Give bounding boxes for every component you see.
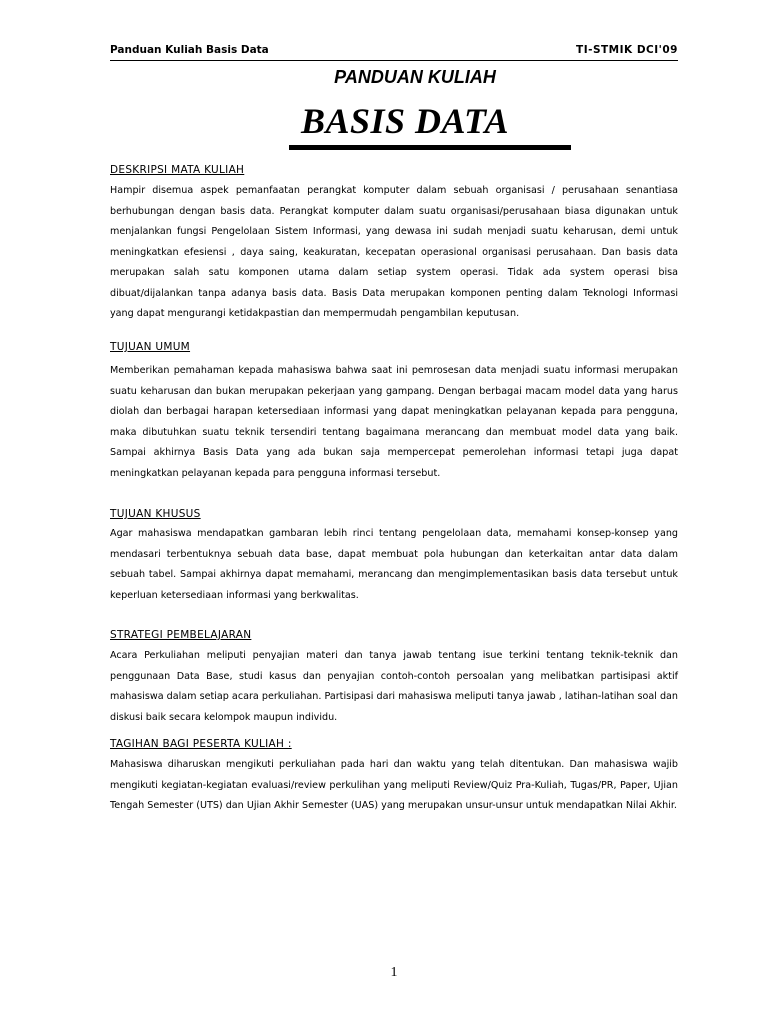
section-text-strategi: Acara Perkuliahan meliputi penyajian materi dan tanya jawab tentang isue terkini tentang teknik-teknik dan penggunaan Data Base, studi kasus dan penyajian contoh-contoh persoalan yang melibatkan partisipasi aktif mahasiswa dalam setiap acara perkuliahan. Partisipasi dari mahasiswa meliputi tanya jawab , latihan-latihan soal dan diskusi baik secara kelompok maupun individu. — [110, 650, 678, 723]
section-heading-strategi: STRATEGI PEMBELAJARAN — [110, 629, 252, 641]
section-text-deskripsi: Hampir disemua aspek pemanfaatan perangkat komputer dalam sebuah organisasi / perusahaan senantiasa berhubungan dengan basis data. Perangkat komputer dalam suatu organisasi/perusahaan biasa digunakan untuk menjalankan fungsi Pengelolaan Sistem Informasi, yang dewasa ini sudah menjadi suatu keharusan, demi untuk meningkatkan efesiensi , daya saing, keakuratan, kecepatan operasional organisasi perusahaan. Dan basis data merupakan salah satu komponen utama dalam setiap system operasi. Tidak ada system operasi bisa dibuat/dijalankan tanpa adanya basis data. Basis Data merupakan komponen penting dalam Teknologi Informasi yang dapat mengurangi ketidakpastian dan mempermudah pengambilan keputusan. — [110, 185, 678, 319]
document-subtitle: PANDUAN KULIAH — [334, 67, 496, 87]
section-heading-tujuan-umum: TUJUAN UMUM — [110, 341, 191, 353]
section-heading-tagihan: TAGIHAN BAGI PESERTA KULIAH : — [110, 738, 292, 750]
title-underline-bar — [289, 145, 571, 150]
document-title: BASIS DATA — [300, 101, 510, 141]
header-institution: TI-STMIK DCI'09 — [576, 44, 678, 56]
section-heading-tujuan-khusus: TUJUAN KHUSUS — [110, 508, 201, 520]
page-number: 1 — [390, 965, 398, 980]
section-heading-deskripsi: DESKRIPSI MATA KULIAH — [110, 164, 245, 176]
running-header — [110, 42, 678, 61]
section-text-tagihan: Mahasiswa diharuskan mengikuti perkuliahan pada hari dan waktu yang telah ditentukan. Dan mahasiswa wajib mengikuti kegiatan-kegiatan evaluasi/review perkulihan yang meliputi Review/Quiz Pra-Kuliah, Tugas/PR, Paper, Ujian Tengah Semester (UTS) dan Ujian Akhir Semester (UAS) yang merupakan unsur-unsur untuk mendapatkan Nilai Akhir. — [110, 759, 678, 811]
section-text-tujuan-khusus: Agar mahasiswa mendapatkan gambaran lebih rinci tentang pengelolaan data, memahami konsep-konsep yang mendasari terbentuknya sebuah data base, dapat membuat pola hubungan dan keterkaitan antar data dalam sebuah tabel. Sampai akhirnya dapat memahami, merancang dan mengimplementasikan basis data tersebut untuk keperluan ketersediaan informasi yang berkwalitas. — [110, 528, 678, 601]
header-course-title: Panduan Kuliah Basis Data — [110, 44, 269, 56]
section-text-tujuan-umum: Memberikan pemahaman kepada mahasiswa bahwa saat ini pemrosesan data menjadi suatu informasi merupakan suatu keharusan dan bukan merupakan pekerjaan yang gampang. Dengan berbagai macam model data yang harus diolah dan berbagai harapan ketersediaan informasi yang dapat meningkatkan pelayanan kepada para pengguna, maka dibutuhkan suatu teknik tersendiri tentang bagaimana merancang dan membuat model data yang baik. Sampai akhirnya Basis Data yang ada bukan saja mempercepat pemerolehan informasi tetapi juga dapat meningkatkan pelayanan kepada para pengguna informasi tersebut. — [110, 365, 678, 479]
